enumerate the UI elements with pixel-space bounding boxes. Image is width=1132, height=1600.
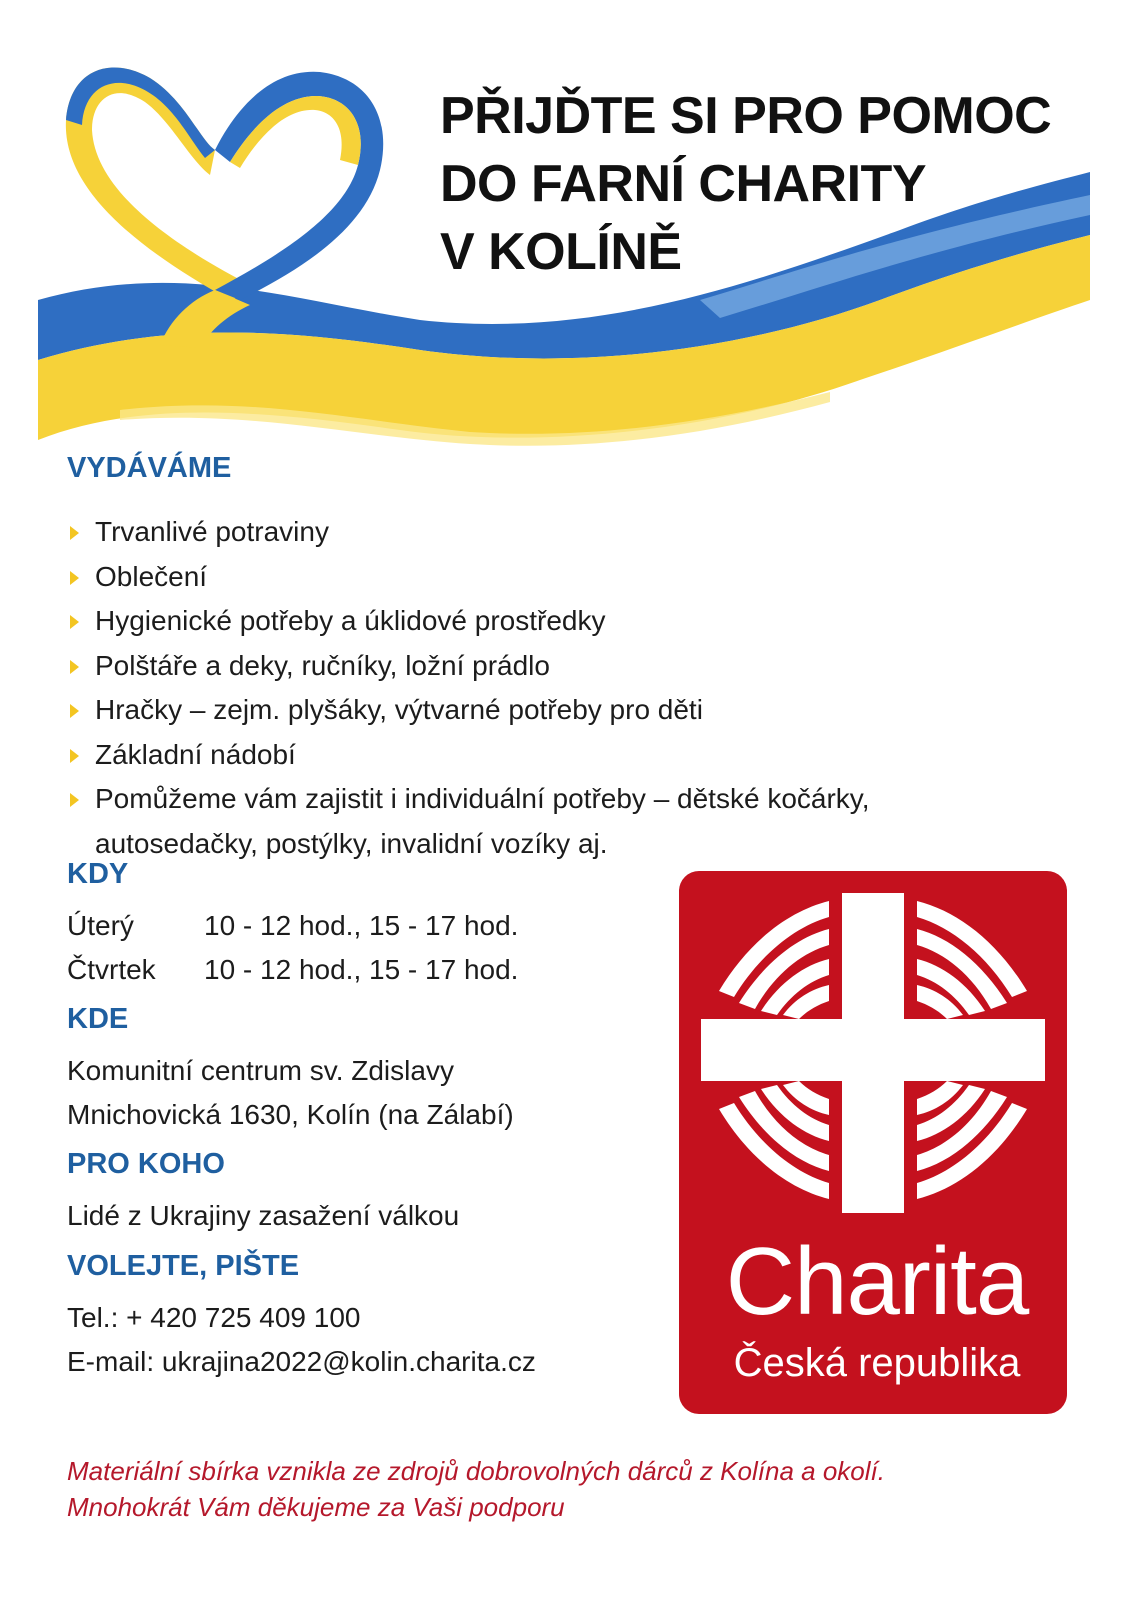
- items-list: [67, 510, 1027, 866]
- section-title-vydavame: VYDÁVÁME: [67, 452, 232, 484]
- list-item: [67, 733, 1027, 778]
- headline-line: PŘIJĎTE SI PRO POMOC: [440, 87, 1052, 145]
- schedule-hours: 10 - 12 hod., 15 - 17 hod.: [204, 910, 519, 941]
- bullet-icon: [70, 704, 79, 718]
- list-item: [67, 688, 1027, 733]
- charita-cross-icon: [679, 871, 1067, 1231]
- footer-line: Mnohokrát Vám děkujeme za Vaši podporu: [67, 1492, 565, 1522]
- list-item: [67, 555, 1027, 600]
- bullet-icon: [70, 571, 79, 585]
- headline-line: V KOLÍNĚ: [440, 223, 682, 281]
- bullet-icon: [70, 615, 79, 629]
- charita-logo: [679, 871, 1067, 1414]
- list-item: [67, 599, 1027, 644]
- target-group-text: Lidé z Ukrajiny zasažení válkou: [67, 1200, 460, 1231]
- section-title-kde: KDE: [67, 1003, 129, 1035]
- address-line: Komunitní centrum sv. Zdislavy: [67, 1055, 454, 1086]
- list-item-text: Základní nádobí: [95, 738, 296, 770]
- schedule-day: Čtvrtek: [67, 954, 156, 985]
- list-item: [67, 777, 1027, 866]
- list-item-text: Trvanlivé potraviny: [95, 516, 329, 547]
- list-item-text: Oblečení: [95, 560, 208, 592]
- schedule-row: [67, 954, 518, 986]
- list-item: [67, 510, 1027, 555]
- list-item-text: Hygienické potřeby a úklidové prostředky: [95, 605, 606, 636]
- bullet-icon: [70, 660, 79, 674]
- address-line: Mnichovická 1630, Kolín (na Zálabí): [67, 1099, 514, 1130]
- phone-text[interactable]: Tel.: + 420 725 409 100: [67, 1302, 361, 1333]
- list-item-text: Polštáře a deky, ručníky, ložní prádlo: [95, 649, 550, 681]
- bullet-icon: [70, 749, 79, 763]
- section-title-kdy: KDY: [67, 858, 129, 890]
- schedule-day: Úterý: [67, 910, 134, 941]
- list-item-text: Hračky – zejm. plyšáky, výtvarné potřeby pro děti: [95, 694, 703, 725]
- headline-line: DO FARNÍ CHARITY: [440, 155, 926, 213]
- headline: [440, 82, 1051, 286]
- logo-subtitle: Česká republika: [733, 1341, 1021, 1385]
- footer-line: Materiální sbírka vznikla ze zdrojů dobrovolných dárců z Kolína a okolí.: [67, 1456, 885, 1486]
- bullet-icon: [70, 793, 79, 807]
- schedule-row: [67, 910, 518, 942]
- bullet-icon: [70, 526, 79, 540]
- list-item-text: Pomůžeme vám zajistit i individuální potřeby – dětské kočárky, autosedačky, postýlky, invalidní vozíky aj.: [95, 783, 870, 859]
- schedule-hours: 10 - 12 hod., 15 - 17 hod.: [204, 954, 519, 985]
- list-item: [67, 644, 1027, 689]
- footer-note: [67, 1453, 885, 1525]
- logo-word: Charita: [725, 1228, 1029, 1335]
- section-title-pro-koho: PRO KOHO: [67, 1148, 225, 1180]
- email-text[interactable]: E-mail: ukrajina2022@kolin.charita.cz: [67, 1346, 536, 1377]
- section-title-kontakt: VOLEJTE, PIŠTE: [67, 1250, 300, 1282]
